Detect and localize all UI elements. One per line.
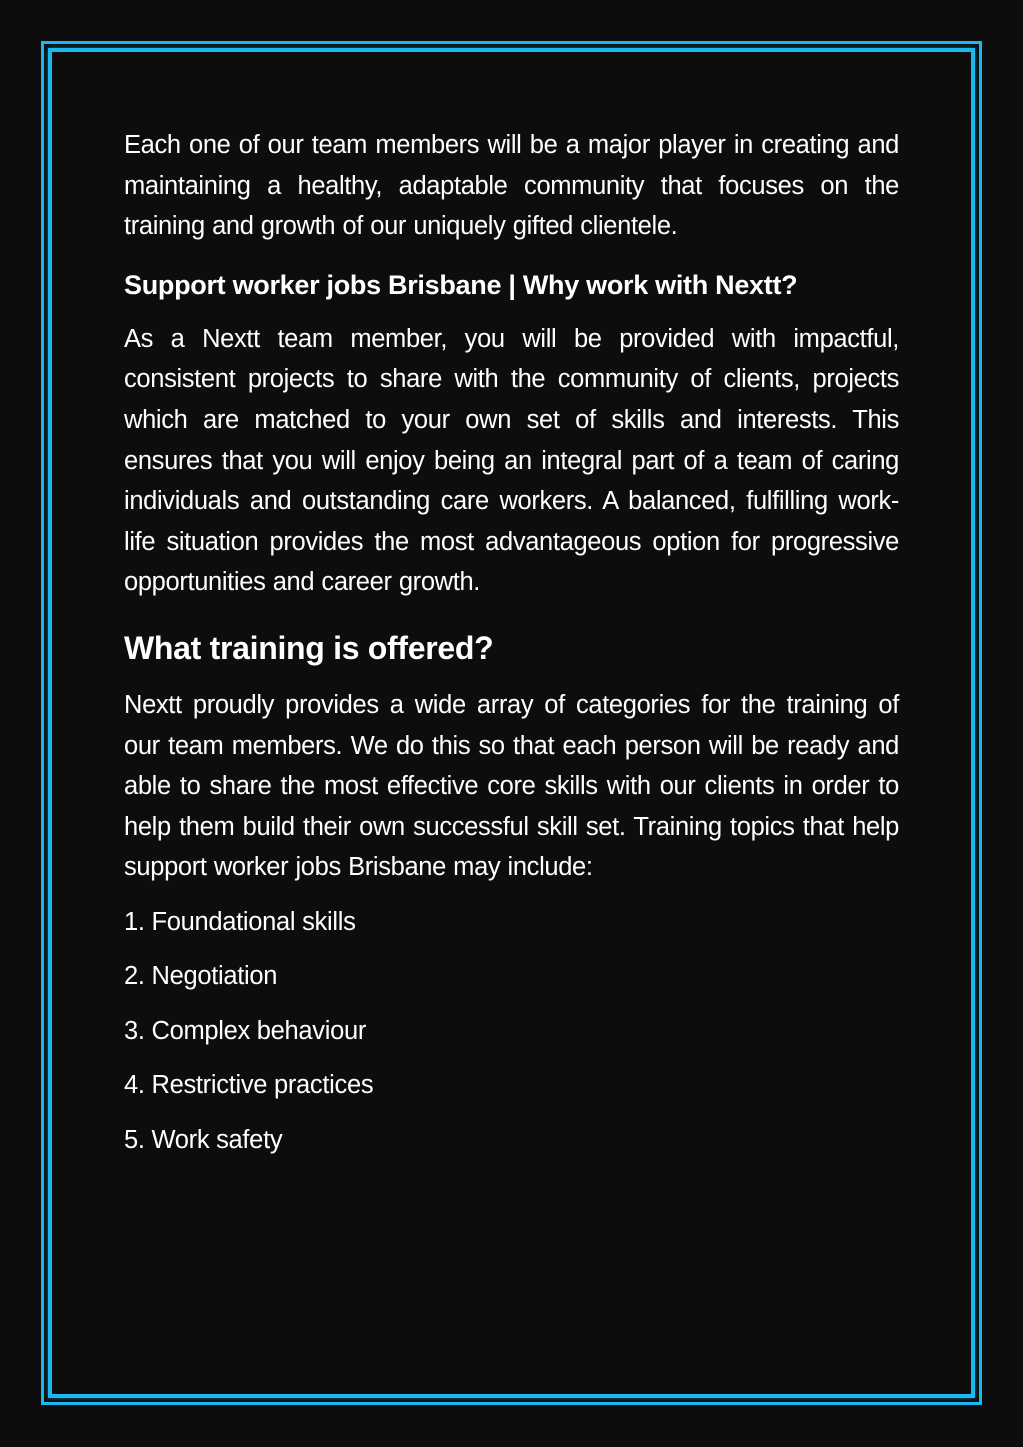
list-item: 3. Complex behaviour [124, 1016, 367, 1045]
list-item: 5. Work safety [124, 1125, 283, 1154]
why-work-heading: Support worker jobs Brisbane | Why work with Nextt? [124, 269, 798, 300]
why-work-paragraph: As a Nextt team member, you will be provided with impactful, consistent projects to share with the community of clients, projects which are matched to your own set of skills and interests. This ensures that you will enjoy being an integral part of a team of caring individuals and outstanding care workers. A balanced, fulfilling work- life situation provides the most advantageous option for progressive opportunities and career growth. [124, 324, 899, 597]
training-paragraph: Nextt proudly provides a wide array of categories for the training of our team members. We do this so that each person will be ready and able to share the most effective core skills with our clients in order to help them build their own successful skill set. Training topics that help support worker jobs Brisbane may include: [124, 690, 899, 882]
training-heading: What training is offered? [124, 629, 494, 666]
list-item: 1. Foundational skills [124, 907, 356, 936]
list-item: 2. Negotiation [124, 962, 278, 991]
list-item: 4. Restrictive practices [124, 1071, 374, 1100]
intro-paragraph: Each one of our team members will be a major player in creating and maintaining a healthy, adaptable community that focuses on the training and growth of our uniquely gifted clientele. [124, 131, 899, 241]
document-content [124, 125, 899, 1174]
training-topics-list [124, 902, 899, 1160]
